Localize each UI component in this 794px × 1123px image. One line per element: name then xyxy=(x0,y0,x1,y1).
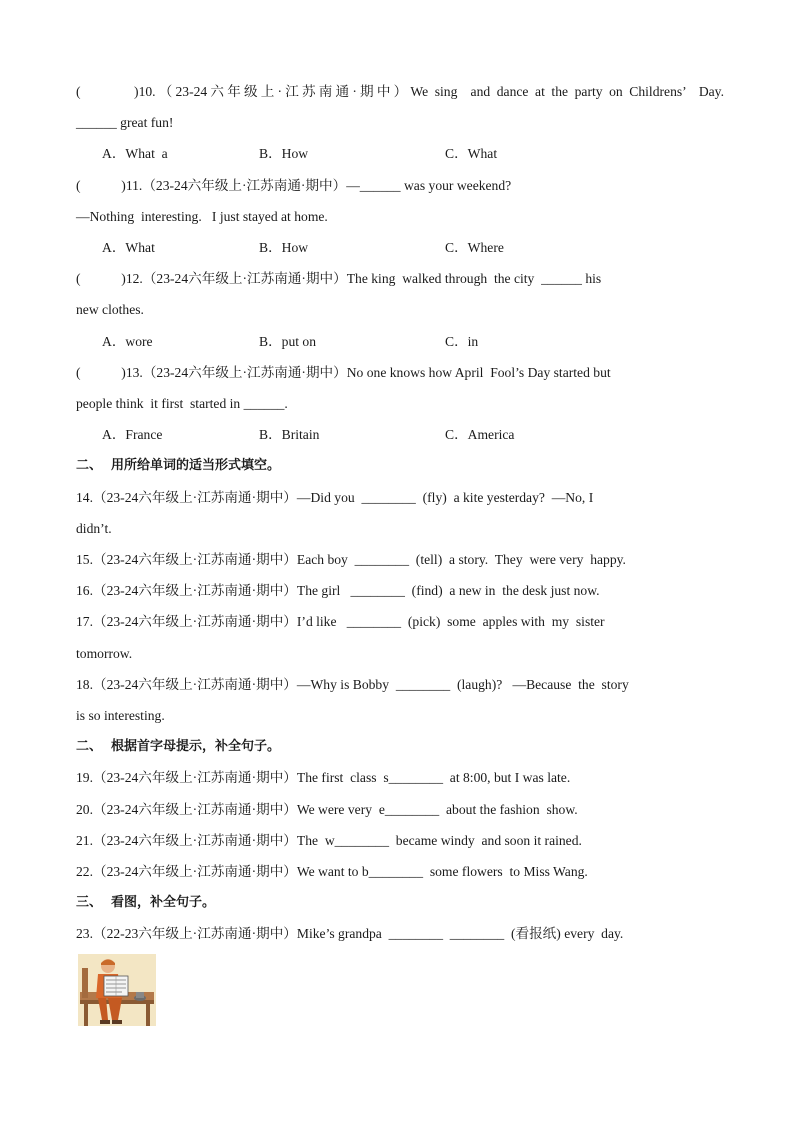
q10-option-a: A．What a xyxy=(102,146,168,161)
q23-stem: 23.（22-23六年级上·江苏南通·期中）Mike’s grandpa ________ ________ (看报纸) every day. xyxy=(76,926,624,941)
q11-stem-cont: —Nothing interesting. I just stayed at home. xyxy=(76,209,328,224)
q12-option-c: C．in xyxy=(445,334,479,349)
q13-stem-cont: people think it first started in ______. xyxy=(76,396,288,411)
q10-option-b: B．How xyxy=(259,146,309,161)
q13-option-a: A．France xyxy=(102,427,163,442)
q12-option-b: B．put on xyxy=(259,334,317,349)
section-heading-initial-letters: 二、 根据首字母提示，补全句子。 xyxy=(76,739,281,754)
man-reading-newspaper-icon xyxy=(78,954,156,1026)
q10-stem: ( )10.（23-24六年级上·江苏南通·期中）We sing and dance at the party on Childrens’ Day. xyxy=(76,84,724,99)
q20-stem: 20.（23-24六年级上·江苏南通·期中）We were very e________ about the fashion show. xyxy=(76,802,578,817)
q11-option-b: B．How xyxy=(259,240,309,255)
q13-option-c: C．America xyxy=(445,427,515,442)
section-heading-picture: 三、 看图，补全句子。 xyxy=(76,895,216,910)
q12-option-a: A．wore xyxy=(102,334,153,349)
q18-stem: 18.（23-24六年级上·江苏南通·期中）—Why is Bobby ________ (laugh)? —Because the story xyxy=(76,677,629,692)
q21-stem: 21.（23-24六年级上·江苏南通·期中）The w________ became windy and soon it rained. xyxy=(76,833,582,848)
q13-stem: ( )13.（23-24六年级上·江苏南通·期中）No one knows how April Fool’s Day started but xyxy=(76,365,611,380)
q11-option-a: A．What xyxy=(102,240,155,255)
q14-stem: 14.（23-24六年级上·江苏南通·期中）—Did you ________ (fly) a kite yesterday? —No, I xyxy=(76,490,594,505)
q10-option-c: C．What xyxy=(445,146,498,161)
q19-stem: 19.（23-24六年级上·江苏南通·期中）The first class s________ at 8:00, but I was late. xyxy=(76,770,571,785)
q14-stem-cont: didn’t. xyxy=(76,521,112,536)
q12-stem: ( )12.（23-24六年级上·江苏南通·期中）The king walked through the city ______ his xyxy=(76,271,602,286)
section-heading-word-forms: 二、 用所给单词的适当形式填空。 xyxy=(76,458,281,473)
q11-option-c: C．Where xyxy=(445,240,504,255)
q18-stem-cont: is so interesting. xyxy=(76,708,165,723)
q11-stem: ( )11.（23-24六年级上·江苏南通·期中）—______ was your weekend? xyxy=(76,178,512,193)
q17-stem-cont: tomorrow. xyxy=(76,646,133,661)
q16-stem: 16.（23-24六年级上·江苏南通·期中）The girl ________ (find) a new in the desk just now. xyxy=(76,583,600,598)
q10-stem-cont: ______ great fun! xyxy=(76,115,174,130)
q17-stem: 17.（23-24六年级上·江苏南通·期中）I’d like ________ (pick) some apples with my sister xyxy=(76,614,605,629)
q15-stem: 15.（23-24六年级上·江苏南通·期中）Each boy ________ (tell) a story. They were very happy. xyxy=(76,552,626,567)
q22-stem: 22.（23-24六年级上·江苏南通·期中）We want to b________ some flowers to Miss Wang. xyxy=(76,864,588,879)
q12-stem-cont: new clothes. xyxy=(76,302,144,317)
q13-option-b: B．Britain xyxy=(259,427,320,442)
